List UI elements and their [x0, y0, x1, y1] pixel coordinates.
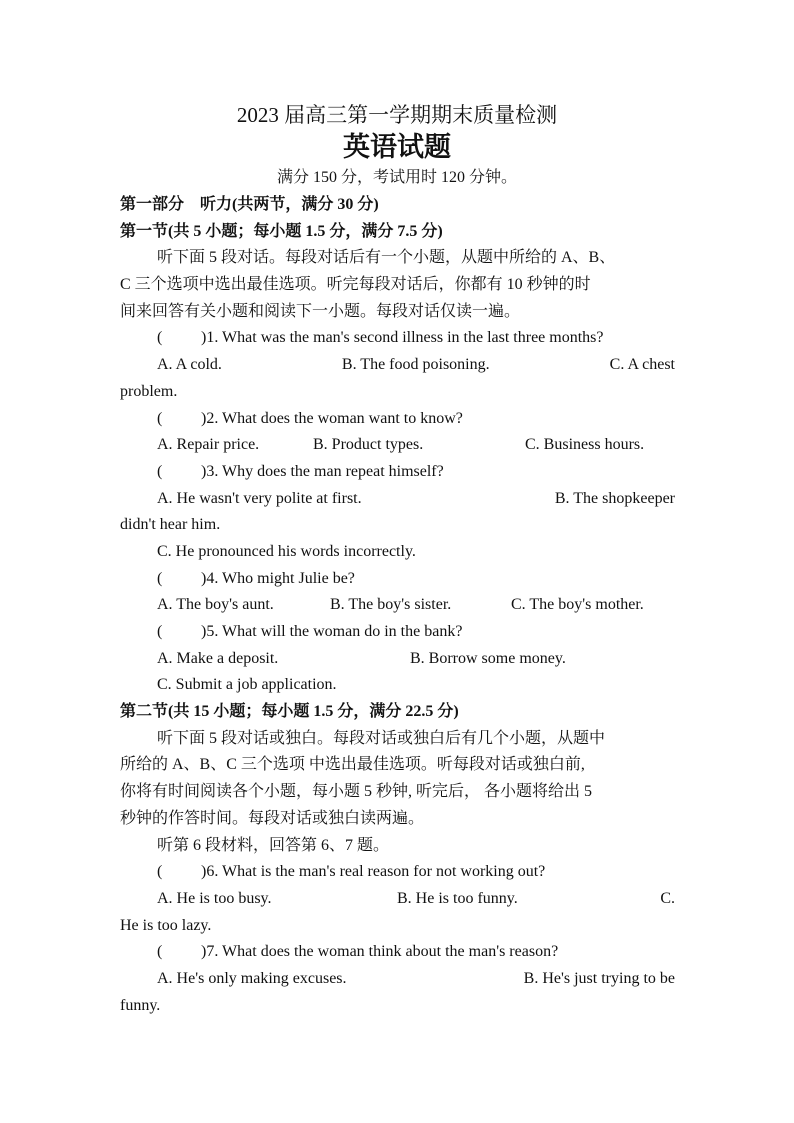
option-b[interactable]: B. The shopkeeper: [554, 489, 675, 507]
option-a[interactable]: A. Make a deposit.: [157, 649, 279, 667]
subject-title: 英语试题: [343, 132, 451, 162]
section1-heading: 第一节(共 5 小题；每小题 1.5 分，满分 7.5 分): [120, 222, 443, 240]
option-b[interactable]: B. Borrow some money.: [410, 649, 566, 667]
question-5-options: [120, 646, 675, 673]
option-c-continued: He is too lazy.: [120, 916, 212, 934]
option-a[interactable]: A. A cold.: [157, 356, 222, 374]
option-c[interactable]: C. Submit a job application.: [157, 676, 337, 694]
question-text: )7. What does the woman think about the man's reason?: [201, 943, 559, 961]
section2-instruction-line: 秒钟的作答时间。每段对话或独白读两遍。: [120, 809, 425, 827]
question-text: )3. Why does the man repeat himself?: [201, 462, 444, 480]
answer-blank[interactable]: (: [157, 623, 163, 640]
part1-heading: 第一部分 听力(共两节，满分 30 分): [120, 196, 379, 213]
question-text: )2. What does the woman want to know?: [201, 409, 463, 427]
option-c[interactable]: C. Business hours.: [525, 436, 645, 454]
material-note: 听第 6 段材料，回答第 6、7 题。: [157, 836, 390, 854]
option-a[interactable]: A. He's only making excuses.: [157, 969, 347, 987]
question-4: [120, 566, 675, 593]
option-b[interactable]: B. He's just trying to be: [523, 969, 675, 987]
option-c[interactable]: C. He pronounced his words incorrectly.: [157, 542, 416, 560]
option-b-continued: didn't hear him.: [120, 516, 221, 534]
exam-content: [120, 192, 675, 1019]
section1-instruction-line: 听下面 5 段对话。每段对话后有一个小题，从题中所给的 A、B、: [157, 249, 616, 267]
answer-blank[interactable]: (: [157, 943, 163, 961]
option-a[interactable]: A. He is too busy.: [157, 889, 272, 907]
question-6: [120, 859, 675, 886]
question-text: )6. What is the man's real reason for not working out?: [201, 863, 546, 881]
option-c[interactable]: C. A chest: [609, 356, 675, 374]
section2-instruction-line: 你将有时间阅读各个小题，每小题 5 秒钟, 听完后， 各小题将给出 5: [120, 783, 593, 801]
option-a[interactable]: A. Repair price.: [157, 436, 260, 454]
question-7: [120, 939, 675, 966]
question-2: [120, 406, 675, 433]
section2-instruction-line: 所给的 A、B、C 三个选项 中选出最佳选项。听每段对话或独白前,: [120, 756, 585, 774]
question-1: [120, 325, 675, 352]
option-b-continued: funny.: [120, 996, 161, 1014]
question-4-options: [120, 592, 675, 619]
section2-instruction-line: 听下面 5 段对话或独白。每段对话或独白后有几个小题，从题中: [157, 729, 606, 747]
option-c[interactable]: C. The boy's mother.: [511, 596, 644, 614]
section2-heading: 第二节(共 15 小题；每小题 1.5 分，满分 22.5 分): [120, 703, 459, 721]
option-b[interactable]: B. The food poisoning.: [341, 356, 490, 374]
question-6-options: [120, 886, 675, 913]
option-b[interactable]: B. He is too funny.: [397, 889, 518, 907]
option-c[interactable]: C.: [660, 889, 675, 907]
section1-instruction-line: C 三个选项中选出最佳选项。听完每段对话后，你都有 10 秒钟的时: [120, 276, 591, 294]
answer-blank[interactable]: (: [157, 409, 163, 427]
question-1-options: [120, 352, 675, 379]
question-5: [120, 619, 675, 646]
answer-blank[interactable]: (: [157, 569, 163, 587]
option-a[interactable]: A. He wasn't very polite at first.: [157, 489, 362, 507]
question-3: [120, 459, 675, 486]
option-b[interactable]: B. The boy's sister.: [330, 596, 452, 614]
answer-blank[interactable]: (: [157, 462, 163, 480]
answer-blank[interactable]: (: [157, 863, 163, 881]
exam-title: 2023 届高三第一学期期末质量检测: [236, 103, 558, 127]
question-text: )1. What was the man's second illness in the last three months?: [201, 329, 604, 347]
section1-instruction-line: 间来回答有关小题和阅读下一小题。每段对话仅读一遍。: [120, 302, 521, 320]
option-a[interactable]: A. The boy's aunt.: [157, 596, 274, 614]
question-text: )4. Who might Julie be?: [201, 569, 355, 587]
question-7-options: [120, 966, 675, 993]
option-c-continued: problem.: [120, 382, 178, 400]
question-text: )5. What will the woman do in the bank?: [201, 623, 463, 640]
score-time-note: 满分 150 分，考试用时 120 分钟。: [276, 169, 517, 186]
option-b[interactable]: B. Product types.: [313, 436, 424, 454]
question-2-options: [120, 432, 675, 459]
question-3-options: [120, 486, 675, 513]
answer-blank[interactable]: (: [157, 329, 163, 347]
